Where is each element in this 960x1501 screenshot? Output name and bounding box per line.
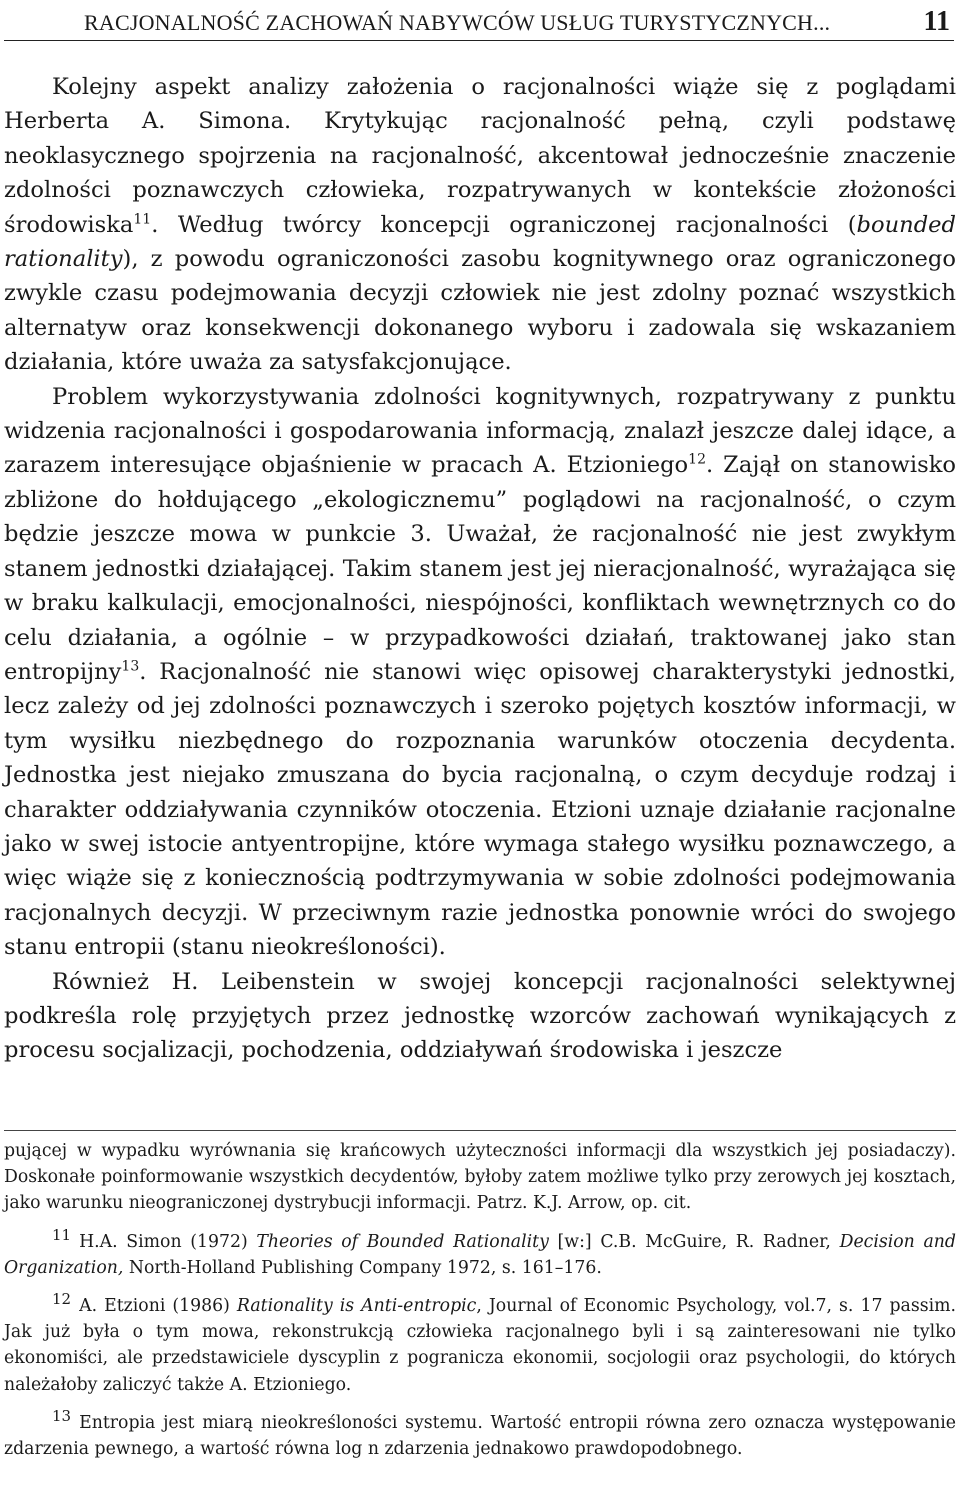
footnote-11 — [4, 1225, 956, 1281]
footnote-11-mark: 11 — [52, 1225, 72, 1244]
page-number: 11 — [923, 6, 950, 37]
paragraph-3: Również H. Leibenstein w swojej koncepcji racjonalności selektywnej podkreśla rolę przyjętych przez jednostkę wzorców zachowań wynikających z procesu socjalizacji, pochodzenia, oddziaływań środowiska i jeszcze — [4, 968, 956, 1064]
footnote-11-text-a: H.A. Simon (1972) — [79, 1231, 257, 1252]
footnote-12-title: Rationality is Anti-entropic — [236, 1296, 477, 1317]
footnote-continuation: pującej w wypadku wyrównania się krańcowych użyteczności informacji dla wszystkich jej posiadaczy). Doskonałe poinformowanie wszystkich decydentów, byłoby zatem możliwe tylko przy zerowych jej kosztach, jako warunku nieograniczonej dystrybucji informacji. Patrz. K.J. Arrow, op. cit. — [4, 1141, 956, 1214]
footnote-11-text-c: North-Holland Publishing Company 1972, s. 161–176. — [123, 1257, 602, 1278]
p2-text-c: . Racjonalność nie stanowi więc opisowej charakterystyki jednostki, lecz zależy od jej zdolności poznawczych i szeroko pojętych kosztów informacji, w tym wysiłku niezbędnego do rozpoznania warunków otoczenia decydenta. Jednostka jest niejako zmuszana do bycia racjonalną, o czym decyduje rodzaj i charakter oddziaływania czynników otoczenia. Etzioni uznaje działanie racjonalne jako w swej istocie antyentropijne, które wymaga stałego wysiłku poznawczego, a więc wiąże się z koniecznością podtrzymywania w sobie zdolności podejmowania racjonalnych decyzji. W przeciwnym razie jednostka ponownie wróci do swojego stanu entropii (stanu nieokreśloności). — [4, 658, 956, 961]
footnote-ref-12[interactable]: 12 — [688, 451, 706, 468]
paragraph-1 — [4, 70, 956, 380]
p1-text-b: . Według twórcy koncepcji ograniczonej racjonalności ( — [151, 211, 857, 238]
p2-text-b: . Zajął on stanowisko zbliżone do hołdującego „ekologicznemu” poglądowi na racjonalność, o czym będzie jeszcze mowa w punkcie 3. Uważał, że racjonalność nie jest zwykłym stanem jednostki działającej. Takim stanem jest jej nieracjonalność, wyrażająca się w braku kalkulacji, emocjonalności, niespójności, konfliktach wewnętrznych co do celu działania, a ogólnie – w przypadkowości działań, traktowanej jako stan entropijny — [4, 452, 956, 685]
footnote-12-mark: 12 — [52, 1290, 72, 1309]
footnote-11-text-b: [w:] C.B. McGuire, R. Radner, — [548, 1231, 840, 1252]
running-title: RACJONALNOŚĆ ZACHOWAŃ NABYWCÓW USŁUG TURYSTYCZNYCH... — [84, 10, 831, 35]
footnote-12 — [4, 1290, 956, 1398]
paragraph-2 — [4, 380, 956, 965]
footnote-divider — [4, 1130, 956, 1131]
footnote-12-text-b: , Journal of Economic Psychology, vol.7, s. 17 passim. Jak już była o tym mowa, rekonstrukcją człowieka racjonalnego byli i są zainteresowani nie tylko ekonomiści, ale przedstawiciele dyscyplin z pogranicza ekonomii, socjologii oraz psychologii, do których należałoby zaliczyć także A. Etzioniego. — [4, 1296, 956, 1395]
p1-text-c: ), z powodu ograniczoności zasobu kognitywnego oraz ograniczonego zwykle czasu podejmowania decyzji człowiek nie jest zdolny poznać wszystkich alternatyw oraz konsekwencji dokonanego wyboru i zadowala się wskazaniem działania, które uważa za satysfakcjonujące. — [4, 246, 956, 376]
main-text — [4, 70, 956, 1068]
p1-italic-term: bounded rationality — [4, 211, 956, 273]
footnote-13-mark: 13 — [52, 1407, 72, 1426]
footnote-ref-11[interactable]: 11 — [133, 211, 152, 228]
footnote-13-text: Entropia jest miarą nieokreśloności systemu. Wartość entropii równa zero oznacza występowanie zdarzenia pewnego, a wartość równa log n zdarzenia jednakowo prawdopodobnego. — [4, 1412, 956, 1460]
footnote-ref-13[interactable]: 13 — [121, 658, 140, 675]
footnote-12-text-a: A. Etzioni (1986) — [79, 1296, 237, 1317]
footnote-11-title: Theories of Bounded Rationality — [256, 1231, 549, 1252]
footnote-13 — [4, 1407, 956, 1462]
running-header — [4, 6, 954, 41]
footnotes — [4, 1138, 956, 1462]
p1-text-a: Kolejny aspekt analizy założenia o racjonalności wiąże się z poglądami Herberta A. Simona. Krytykując racjonalność pełną, czyli podstawę neoklasycznego spojrzenia na racjonalność, akcentował jednocześnie znaczenie zdolności poznawczych człowieka, rozpatrywanych w kontekście złożoności środowiska — [4, 74, 956, 238]
footnote-11-title-2: Decision and Organization, — [4, 1231, 956, 1278]
p2-text-a: Problem wykorzystywania zdolności kognitywnych, rozpatrywany z punktu widzenia racjonalności i gospodarowania informacją, znalazł jeszcze dalej idące, a zarazem interesujące objaśnienie w pracach A. Etzioniego — [4, 383, 956, 479]
